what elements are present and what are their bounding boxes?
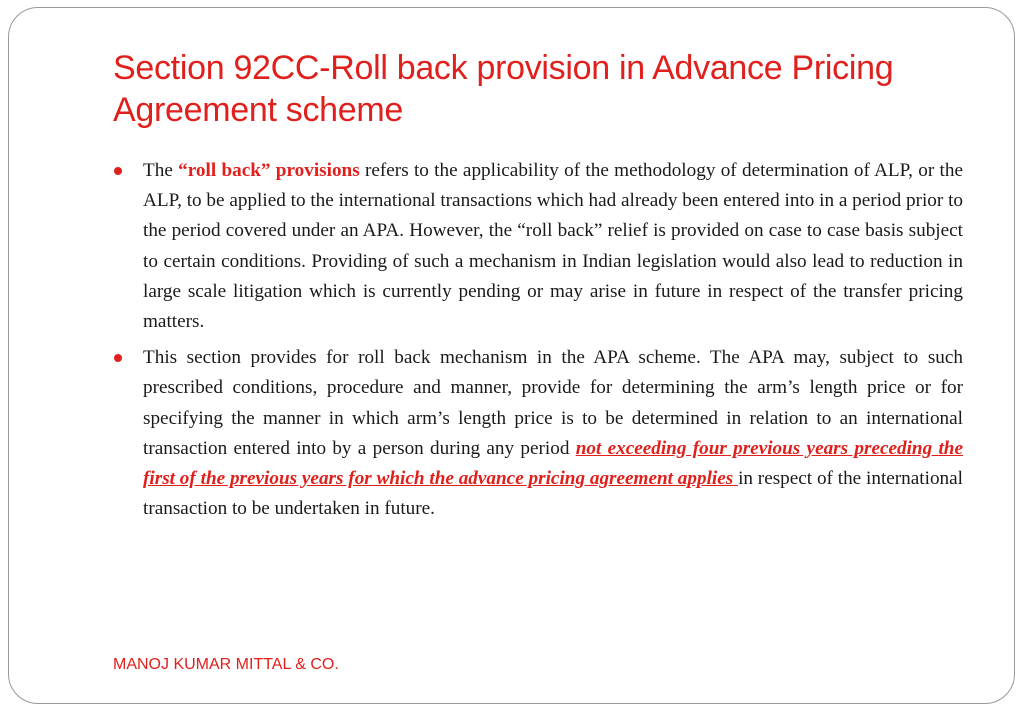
slide-title: Section 92CC-Roll back provision in Advance Pricing Agreement scheme: [113, 49, 894, 129]
slide-body: [113, 156, 963, 530]
bullet-dot-icon: [114, 167, 122, 175]
bullet-highlight-underlined: not exceeding four previous years preceding the first of the previous years for which the advance pricing agreement applies: [143, 437, 963, 490]
bullet-roll-back-mechanism: [113, 343, 963, 524]
bullet-text-pre: This section provides for roll back mechanism in the APA scheme. The APA may, subject to such prescribed conditions, procedure and manner, provide for determining the arm’s length price or for specifying the manner in which arm’s length price is to be determined in relation to an international transaction entered into by a person during any period: [143, 347, 963, 459]
bullet-roll-back-definition: [113, 156, 963, 337]
bullet-text-post: in respect of the international transaction to be undertaken in future.: [143, 468, 963, 520]
bullet-highlight: “roll back” provisions: [178, 160, 360, 181]
bullet-text-pre: The: [143, 160, 179, 181]
footer-firm-name: MANOJ KUMAR MITTAL & CO.: [113, 656, 339, 673]
bullet-text-post: refers to the applicability of the methodology of determination of ALP, or the ALP, to be applied to the international transactions which had already been entered into in a period prior to the period covered under an APA. However, the “roll back” relief is provided on case to case basis subject to certain conditions. Providing of such a mechanism in Indian legislation would also lead to reduction in large scale litigation which is currently pending or may arise in future in respect of the transfer pricing matters.: [143, 160, 964, 333]
bullet-dot-icon: [114, 354, 122, 362]
